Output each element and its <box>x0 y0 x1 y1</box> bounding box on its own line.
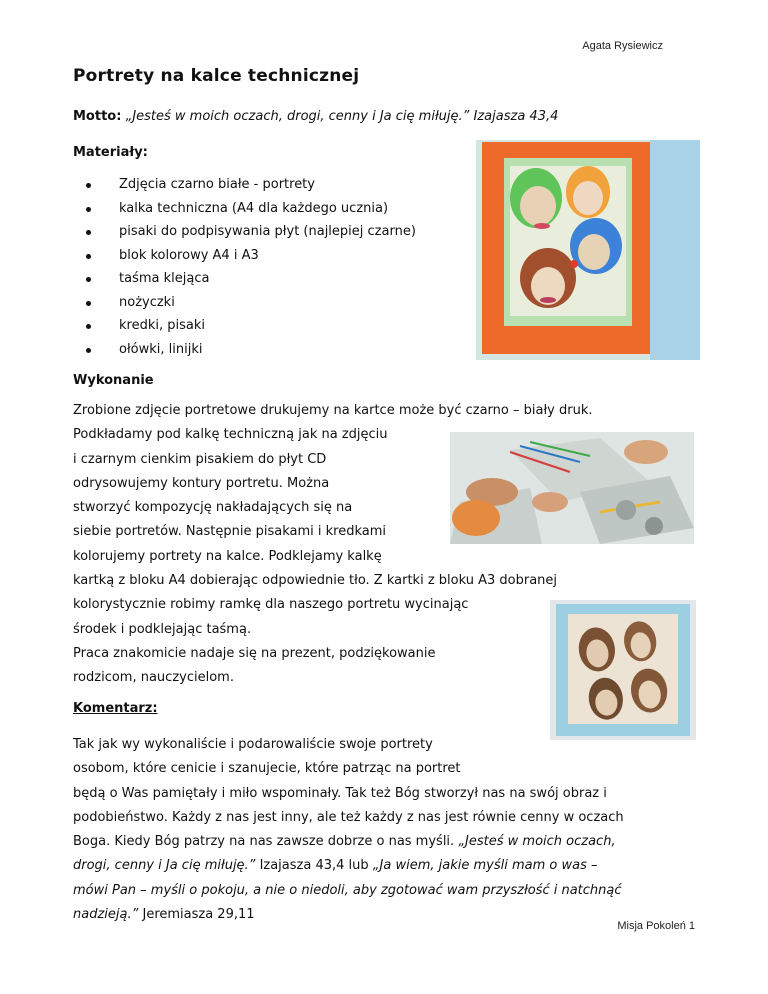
document-title: Portrety na kalce technicznej <box>73 66 360 86</box>
list-item <box>73 223 416 247</box>
list-item-text: nożyczki <box>119 294 175 310</box>
comment-heading: Komentarz: <box>73 701 158 716</box>
text-line: Tak jak wy wykonaliście i podarowaliście swoje portrety <box>73 737 433 752</box>
bullet-icon <box>86 348 91 353</box>
execution-heading: Wykonanie <box>73 373 154 388</box>
reference-span: Jeremiasza 29,11 <box>142 907 255 923</box>
text-line <box>73 854 624 878</box>
list-item <box>73 176 416 200</box>
text-line: siebie portretów. Następnie pisakami i kredkami <box>73 524 387 540</box>
list-item-text: kredki, pisaki <box>119 318 205 333</box>
photo-students-tracing <box>450 432 694 544</box>
list-item <box>73 247 416 271</box>
bullet-icon <box>86 277 91 282</box>
text-line: kartką z bloku A4 dobierając odpowiednie tło. Z kartki z bloku A3 dobranej <box>73 573 558 589</box>
photo-portraits-blue-frame <box>550 600 696 740</box>
list-item <box>73 294 416 318</box>
materials-list <box>73 176 416 364</box>
text-line: środek i podklejając taśmą. <box>73 621 252 637</box>
text-line: Praca znakomicie nadaje się na prezent, podziękowanie <box>73 646 436 661</box>
list-item <box>73 341 416 365</box>
text-line: podobieństwo. Każdy z nas jest inny, ale też każdy z nas jest równie cenny w oczach <box>73 809 624 825</box>
list-item-text: taśma klejąca <box>119 271 210 286</box>
quote-span: drogi, cenny i Ja cię miłuję.” <box>73 858 256 874</box>
quote-span: „Ja wiem, jakie myśli mam o was – <box>372 858 598 874</box>
text-line: osobom, które cenicie i szanujecie, które patrząc na portret <box>73 761 461 777</box>
list-item-text: kalka techniczna (A4 dla każdego ucznia) <box>119 200 389 216</box>
bullet-icon <box>86 254 91 259</box>
text-line: będą o Was pamiętały i miło wspominały. Tak też Bóg stworzył nas na swój obraz i <box>73 785 607 801</box>
text-line <box>73 879 624 903</box>
quote-span: nadzieją.” <box>73 907 139 923</box>
text-line <box>73 903 624 927</box>
bullet-icon <box>86 207 91 212</box>
photo-portraits-orange-frame <box>476 140 700 360</box>
comment-paragraph <box>73 733 624 927</box>
text-line: kolorystycznie robimy ramkę dla naszego portretu wycinając <box>73 597 469 613</box>
quote-span: „Jesteś w moich oczach, <box>458 834 616 850</box>
bullet-icon <box>86 230 91 235</box>
page-footer: Misja Pokoleń 1 <box>617 920 695 932</box>
text-line: stworzyć kompozycję nakładających się na <box>73 500 353 516</box>
text-line: odrysowujemy kontury portretu. Można <box>73 475 330 491</box>
bullet-icon <box>86 183 91 188</box>
list-item <box>73 317 416 341</box>
quote-span: mówi Pan – myśli o pokoju, a nie o niedoli, aby zgotować wam przyszłość i natchnąć <box>73 882 622 898</box>
text-span: Boga. Kiedy Bóg patrzy na nas zawsze dobrze o nas myśli. <box>73 834 455 850</box>
list-item-text: pisaki do podpisywania płyt (najlepiej czarne) <box>119 224 416 239</box>
motto-text: „Jesteś w moich oczach, drogi, cenny i Ja cię miłuję.” Izajasza 43,4 <box>125 109 559 124</box>
bullet-icon <box>86 324 91 329</box>
bullet-icon <box>86 301 91 306</box>
text-line: Podkładamy pod kalkę techniczną jak na zdjęciu <box>73 427 388 443</box>
list-item <box>73 270 416 294</box>
text-line: rodzicom, nauczycielom. <box>73 670 234 686</box>
reference-span: Izajasza 43,4 <box>259 858 345 874</box>
list-item-text: blok kolorowy A4 i A3 <box>119 247 259 263</box>
gift-paragraph <box>73 642 436 691</box>
text-line: kolorujemy portrety na kalce. Podklejamy kalkę <box>73 548 382 564</box>
list-item <box>73 200 416 224</box>
motto-label: Motto: <box>73 109 122 124</box>
motto-line <box>73 109 558 124</box>
list-item-text: ołówki, linijki <box>119 341 203 357</box>
text-line <box>73 830 624 854</box>
text-line: Zrobione zdjęcie portretowe drukujemy na kartce może być czarno – biały druk. <box>73 403 593 418</box>
text-line: i czarnym cienkim pisakiem do płyt CD <box>73 451 327 467</box>
materials-heading: Materiały: <box>73 145 148 160</box>
list-item-text: Zdjęcia czarno białe - portrety <box>119 177 315 192</box>
text-span: lub <box>348 858 369 874</box>
page-header-author: Agata Rysiewicz <box>582 40 663 52</box>
